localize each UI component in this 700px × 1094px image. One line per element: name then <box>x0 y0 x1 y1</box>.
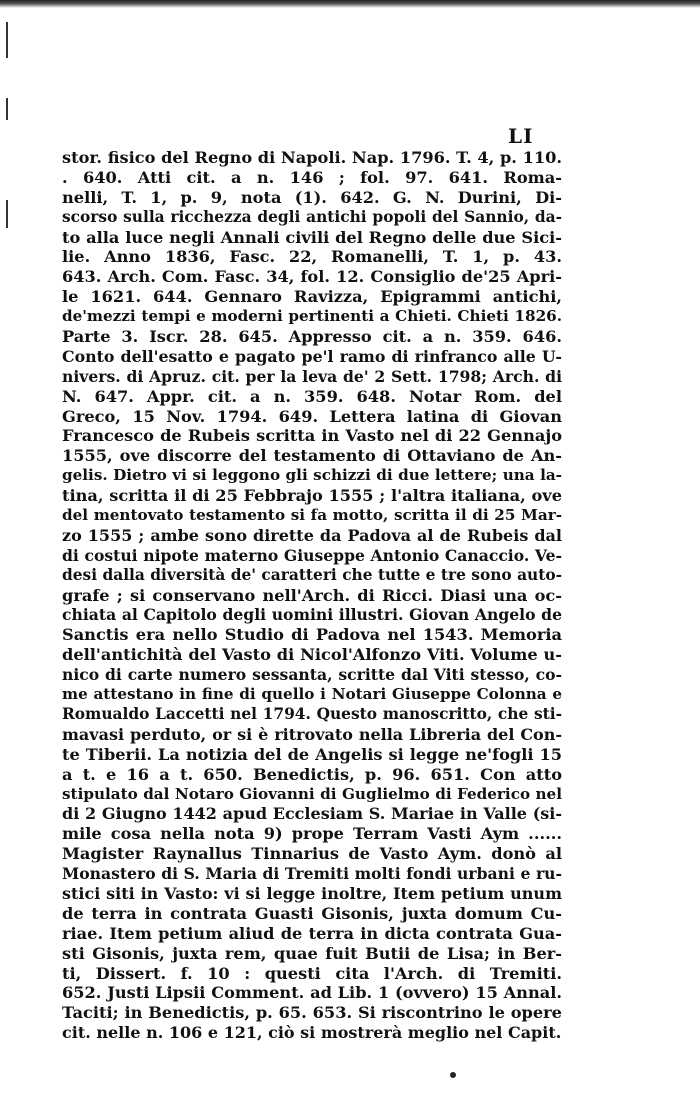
text-line: ti, Dissert. f. 10 : questi cita l'Arch. di Tremiti. <box>62 963 562 983</box>
text-line: te Tiberii. La notizia del de Angelis si legge ne'fogli 15 <box>62 744 562 764</box>
text-line: grafe ; si conservano nell'Arch. di Ricci. Diasi una oc- <box>62 585 562 605</box>
text-line: Taciti; in Benedictis, p. 65. 653. Si riscontrino le opere <box>62 1003 562 1023</box>
text-line: stor. fisico del Regno di Napoli. Nap. 1796. T. 4, p. 110. <box>62 148 562 167</box>
text-line: Conto dell'esatto e pagato pe'l ramo di rinfranco alle U- <box>62 346 562 366</box>
text-line: zo 1555 ; ambe sono dirette da Padova al de Rubeis dal <box>62 525 562 545</box>
text-line: scorso sulla ricchezza degli antichi popoli del Sannio, da- <box>62 207 562 226</box>
text-line: lie. Anno 1836, Fasc. 22, Romanelli, T. 1, p. 43. <box>62 247 562 267</box>
page-number: LI <box>508 124 534 148</box>
text-line: de terra in contrata Guasti Gisonis, juxta domum Cu- <box>62 903 562 923</box>
text-line: Francesco de Rubeis scritta in Vasto nel di 22 Gennajo <box>62 426 562 446</box>
text-line: nico di carte numero sessanta, scritte dal Viti stesso, co- <box>62 665 562 685</box>
text-line: to alla luce negli Annali civili del Regno delle due Sici- <box>62 227 562 247</box>
text-line: Magister Raynallus Tinnarius de Vasto Aym. donò al <box>62 844 562 864</box>
scan-margin-mark <box>6 22 8 58</box>
text-line: Greco, 15 Nov. 1794. 649. Lettera latina di Giovan <box>62 406 562 426</box>
text-line: cit. nelle n. 106 e 121, ciò si mostrerà meglio nel Capit. <box>62 1023 562 1043</box>
body-text <box>62 148 562 1043</box>
page-top-edge <box>0 0 700 8</box>
text-line: Romualdo Laccetti nel 1794. Questo manoscritto, che sti- <box>62 704 562 723</box>
text-line: desi dalla diversità de' caratteri che tutte e tre sono auto- <box>62 565 562 584</box>
scan-margin-mark <box>6 98 8 120</box>
text-line: Parte 3. Iscr. 28. 645. Appresso cit. a n. 359. 646. <box>62 327 562 347</box>
ink-dot <box>450 1072 456 1078</box>
text-line: 652. Justi Lipsii Comment. ad Lib. 1 (ovvero) 15 Annal. <box>62 983 562 1003</box>
text-line: stici siti in Vasto: vi si legge inoltre, Item petium unum <box>62 883 562 903</box>
text-line: a t. e 16 a t. 650. Benedictis, p. 96. 651. Con atto <box>62 764 562 784</box>
text-line: le 1621. 644. Gennaro Ravizza, Epigrammi antichi, <box>62 287 562 307</box>
text-line: tina, scritta il di 25 Febbrajo 1555 ; l'altra italiana, ove <box>62 486 562 506</box>
text-line: N. 647. Appr. cit. a n. 359. 648. Notar Rom. del <box>62 386 562 406</box>
text-line: stipulato dal Notaro Giovanni di Guglielmo di Federico nel <box>62 784 562 803</box>
text-line: mavasi perduto, or si è ritrovato nella Libreria del Con- <box>62 724 562 744</box>
text-line: de'mezzi tempi e moderni pertinenti a Chieti. Chieti 1826. <box>62 307 562 326</box>
text-line: sti Gisonis, juxta rem, quae fuit Butii de Lisa; in Ber- <box>62 943 562 963</box>
text-line: chiata al Capitolo degli uomini illustri. Giovan Angelo de <box>62 605 562 625</box>
text-line: riae. Item petium aliud de terra in dicta contrata Gua- <box>62 923 562 943</box>
text-line: . 640. Atti cit. a n. 146 ; fol. 97. 641. Roma- <box>62 167 562 187</box>
text-line: Monastero di S. Maria di Tremiti molti fondi urbani e ru- <box>62 864 562 884</box>
text-line: dell'antichità del Vasto di Nicol'Alfonzo Viti. Volume u- <box>62 645 562 665</box>
text-line: 1555, ove discorre del testamento di Ottaviano de An- <box>62 446 562 466</box>
text-line: nelli, T. 1, p. 9, nota (1). 642. G. N. Durini, Di- <box>62 187 562 207</box>
text-line: me attestano in fine di quello i Notari Giuseppe Colonna e <box>62 685 562 704</box>
text-line: 643. Arch. Com. Fasc. 34, fol. 12. Consiglio de'25 Apri- <box>62 267 562 287</box>
text-line: del mentovato testamento si fa motto, scritta il di 25 Mar- <box>62 506 562 525</box>
text-line: mile cosa nella nota 9) prope Terram Vasti Aym ...... <box>62 824 562 844</box>
text-line: nivers. di Apruz. cit. per la leva de' 2 Sett. 1798; Arch. di <box>62 366 562 386</box>
scan-margin-mark <box>6 200 8 228</box>
text-line: di costui nipote materno Giuseppe Antonio Canaccio. Ve- <box>62 545 562 565</box>
text-line: gelis. Dietro vi si leggono gli schizzi di due lettere; una la- <box>62 466 562 485</box>
text-line: Sanctis era nello Studio di Padova nel 1543. Memoria <box>62 625 562 645</box>
text-line: di 2 Giugno 1442 apud Ecclesiam S. Mariae in Valle (si- <box>62 804 562 824</box>
